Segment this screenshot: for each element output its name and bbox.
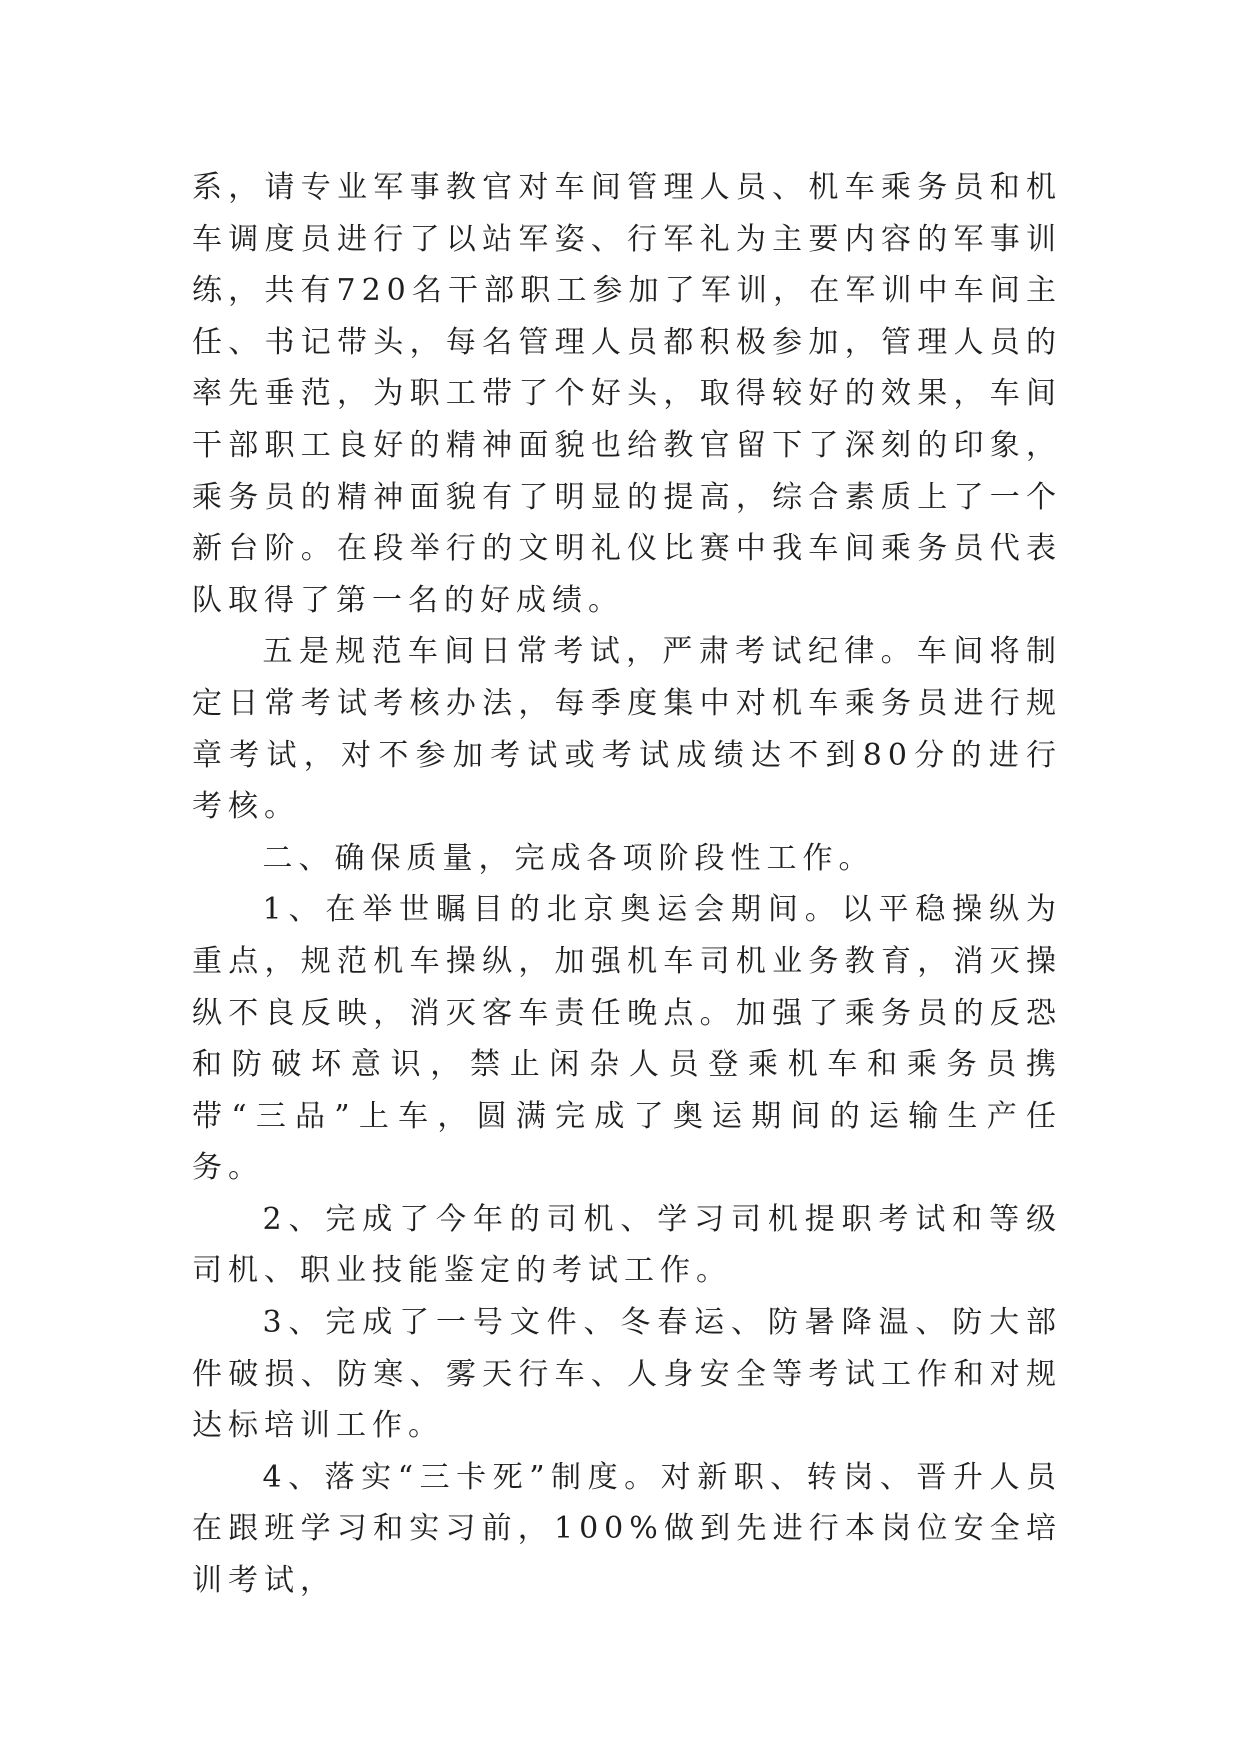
paragraph-2: 五是规范车间日常考试，严肃考试纪律。车间将制定日常考试考核办法，每季度集中对机车乘务员进行规章考试，对不参加考试或考试成绩达不到80分的进行考核。 bbox=[192, 634, 1062, 825]
paragraph-5: 2、完成了今年的司机、学习司机提职考试和等级司机、职业技能鉴定的考试工作。 bbox=[192, 1201, 1062, 1289]
paragraph-3: 二、确保质量，完成各项阶段性工作。 bbox=[262, 840, 875, 876]
paragraph-6: 3、完成了一号文件、冬春运、防暑降温、防大部件破损、防寒、雾天行车、人身安全等考试工作和对规达标培训工作。 bbox=[192, 1305, 1062, 1444]
paragraph-1: 系，请专业军事教官对车间管理人员、机车乘务员和机车调度员进行了以站军姿、行军礼为主要内容的军事训练，共有720名干部职工参加了军训，在军训中车间主任、书记带头，每名管理人员都积极参加，管理人员的率先垂范，为职工带了个好头，取得较好的效果，车间干部职工良好的精神面貌也给教官留下了深刻的印象，乘务员的精神面貌有了明显的提高，综合素质上了一个新台阶。在段举行的文明礼仪比赛中我车间乘务员代表队取得了第一名的好成绩。 bbox=[192, 170, 1062, 618]
paragraph-7: 4、落实“三卡死”制度。对新职、转岗、晋升人员在跟班学习和实习前，100%做到先进行本岗位安全培训考试， bbox=[192, 1459, 1062, 1599]
paragraph-4: 1、在举世瞩目的北京奥运会期间。以平稳操纵为重点，规范机车操纵，加强机车司机业务教育，消灭操纵不良反映，消灭客车责任晚点。加强了乘务员的反恐和防破坏意识，禁止闲杂人员登乘机车和乘务员携带“三品”上车，圆满完成了奥运期间的运输生产任务。 bbox=[192, 892, 1062, 1186]
document-body bbox=[192, 162, 1062, 1607]
